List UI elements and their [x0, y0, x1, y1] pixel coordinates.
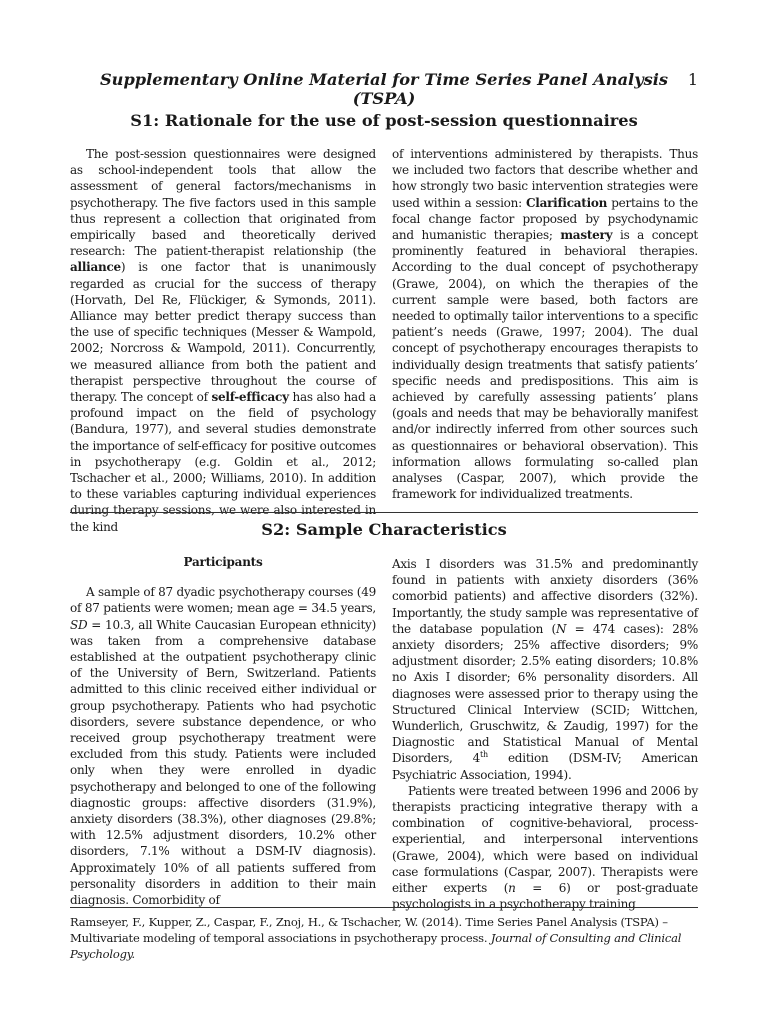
term-self-efficacy: self-efficacy [211, 390, 289, 405]
header-title: Supplementary Online Material for Time Series Panel Analysis (TSPA) [99, 70, 668, 108]
term-clarification: Clarification [525, 195, 608, 210]
term-alliance: alliance [70, 260, 121, 275]
text-run: pertains to the focal change factor proposed by psychodynamic and humanistic therapies; [392, 195, 698, 243]
text-run: = 10.3, all White Caucasian European ethnicity) was taken from a comprehensive database established at the outpatient psychotherapy clinic of the University of Bern, Switzerland. Patients admitted to this clinic received either individual or group psychotherapy. Patients who had psychotic disorders, severe substance dependence, or who received group psychotherapy treatment were excluded from this study. Patients were included only when they were enrolled in dyadic psychotherapy and belonged to one of the following diagnostic groups: affective disorders (31.9%), anxiety disorders (38.3%), other diagnoses (29.8%; with 12.5% adjustment disorders, 10.2% other disorders, 7.1% without a DSM-IV diagnosis). Approximately 10% of all patients suffered from personality disorders in addition to their main diagnosis. Comorbidity of [70, 617, 376, 908]
footer-citation [70, 914, 698, 962]
s1-right-paragraph [392, 146, 698, 502]
s1-right-column [392, 146, 698, 502]
superscript-th: th [480, 750, 488, 760]
text-run: A sample of 87 dyadic psychotherapy courses (49 of 87 patients were women; mean age = 34.5 years, [70, 585, 376, 616]
text-run: Patients were treated between 1996 and 2006 by therapists practicing integrative therapy with a combination of cognitive-behavioral, process-experiential, and interpersonal interventions (Grawe, 2004), which were based on individual case formulations (Caspar, 2007). Therapists were either experts ( [392, 783, 698, 896]
text-run: The post-session questionnaires were designed as school-independent tools that allow the assessment of general factors/mechanisms in psychotherapy. The five factors used in this sample thus represent a collection that originated from empirically based and theoretically derived research: The patient-therapist relationship (the [70, 147, 376, 259]
journal-name: Journal of Consulting and Clinical Psychology. [70, 931, 682, 961]
text-run: of interventions administered by therapists. Thus we included two factors that describe whether and how strongly two basic intervention strategies were used within a session: [392, 147, 698, 210]
s2-right-paragraph-1 [392, 556, 698, 783]
text-run: edition (DSM-IV; American Psychiatric Association, 1994). [392, 751, 698, 782]
s2-left-column [70, 554, 376, 908]
s2-right-paragraph-2 [392, 783, 698, 913]
symbol-n: N [555, 621, 567, 636]
s2-right-column [392, 556, 698, 912]
section-s1-title: S1: Rationale for the use of post-session questionnaires [130, 111, 638, 130]
s1-left-column [70, 146, 376, 535]
s1-left-paragraph [70, 146, 376, 535]
text-run: Axis I disorders was 31.5% and predominantly found in patients with anxiety disorders (36% comorbid patients) and affective disorders (32%). Importantly, the study sample was representative of the database population ( [392, 557, 698, 636]
text-run: = 6) or post-graduate psychologists in a psychotherapy training [392, 881, 699, 912]
running-header [70, 70, 698, 108]
text-run: has also had a profound impact on the field of psychology (Bandura, 1977), and several studies demonstrate the importance of self-efficacy for positive outcomes in psychotherapy (e.g. Goldin et al., 2012; Tschacher et al., 2000; Williams, 2010). In addition to these variables capturing individual experiences during therapy sessions, we were also interested in the kind [70, 390, 376, 534]
section-s2-title: S2: Sample Characteristics [261, 520, 507, 539]
footer-divider [70, 907, 698, 908]
citation-text: Ramseyer, F., Kupper, Z., Caspar, F., Znoj, H., & Tschacher, W. (2014). Time Series Panel Analysis (TSPA) – Multivariate modeling of temporal associations in psychotherapy process. [70, 915, 668, 945]
text-run: is a concept prominently featured in behavioral therapies. According to the dual concept of psychotherapy (Grawe, 2004), on which the therapies of the current sample were based, both factors are needed to optimally tailor interventions to a specific patient’s needs (Grawe, 1997; 2004). The dual concept of psychotherapy encourages therapists to individually design treatments that satisfy patients’ specific needs and predispositions. This aim is achieved by carefully assessing patients’ plans (goals and needs that may be behaviorally manifest and/or indirectly inferred from other sources such as questionnaires or behavioral observation). This information allows formulating so-called plan analyses (Caspar, 2007), which provide the framework for individualized treatments. [392, 228, 699, 502]
subheading-participants: Participants [183, 555, 263, 569]
s2-left-paragraph [70, 584, 376, 908]
text-run: = 474 cases): 28% anxiety disorders; 25% affective disorders; 9% adjustment disorder; 2.5% eating disorders; 10.8% no Axis I disorder; 6% personality disorders. All diagnoses were assessed prior to therapy using the Structured Clinical Interview (SCID; Wittchen, Wunderlich, Gruschwitz, & Zaudig, 1997) for the Diagnostic and Statistical Manual of Mental Disorders, 4 [392, 621, 699, 766]
page-number: 1 [687, 70, 698, 89]
section-divider [70, 512, 698, 513]
symbol-sd: SD [70, 617, 88, 632]
text-run: ) is one factor that is unanimously regarded as crucial for the success of therapy (Horvath, Del Re, Flückiger, & Symonds, 2011). Alliance may better predict therapy success than the use of specific techniques (Messer & Wampold, 2002; Norcross & Wampold, 2011). Concurrently, we measured alliance from both the patient and therapist perspective throughout the course of therapy. The concept of [70, 260, 376, 405]
symbol-n-small: n [508, 881, 516, 896]
term-mastery: mastery [560, 228, 613, 243]
